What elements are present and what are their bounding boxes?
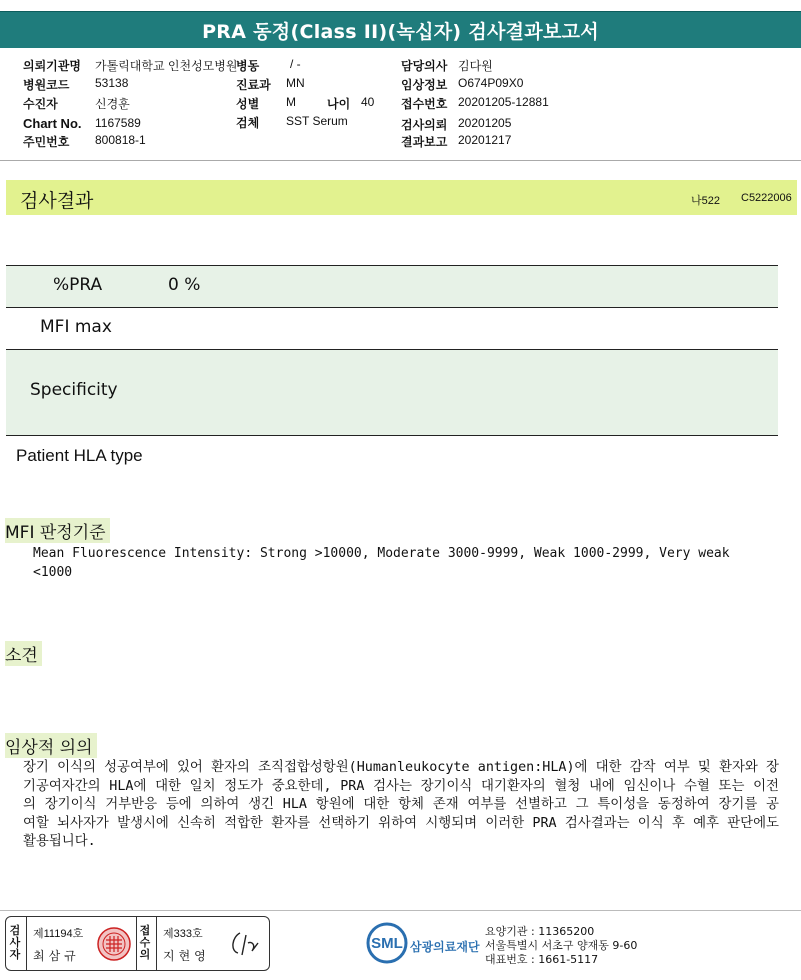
approver-label: 접수의	[139, 924, 151, 961]
hospital-value: 가톨릭대학교 인천성모병원	[95, 59, 238, 73]
report-date-value: 20201217	[458, 133, 512, 147]
header-divider	[0, 160, 801, 161]
footer-divider	[0, 910, 801, 911]
patient-label: 수진자	[23, 97, 58, 111]
chart-label: Chart No.	[23, 116, 82, 131]
ward-label: 병동	[236, 59, 260, 73]
clinical-significance-text: 장기 이식의 성공여부에 있어 환자의 조직접합성항원(Humanleukocyte antigen:HLA)에 대한 감작 여부 및 환자와 장기공여자간의 HLA에 대한 일치 정도가 중요한데, PRA 검사는 장기이식 대기환자의 혈청 내에 임신이나 수혈 또는 이전의 장기이식 거부반응 등에 의하여 생긴 HLA 항원에 대한 항체 존재 여부를 선별하고 그 특이성을 동정하여 장기를 공여할 뇌사자가 발생시에 신속히 적합한 환자를 선택하기 위하여 시행되며 이러한 PRA 검사결과는 이식 후 예후 판단에도 활용됩니다.	[23, 760, 779, 849]
pra-value: 0 %	[168, 275, 201, 295]
results-code-1: 나522	[691, 195, 720, 207]
request-value: 20201205	[458, 116, 512, 130]
report-date-label: 결과보고	[401, 135, 448, 149]
report-title-bar	[0, 11, 801, 48]
hospital-code-value: 53138	[95, 76, 129, 90]
org-name: 삼광의료재단	[410, 940, 480, 954]
org-code: 요양기관 : 11365200	[485, 925, 595, 938]
patient-hla-type-label: Patient HLA type	[16, 446, 143, 465]
specificity-label: Specificity	[30, 380, 118, 400]
patient-value: 신경훈	[95, 97, 130, 111]
org-address: 서울특별시 서초구 양재동 9-60	[485, 939, 638, 952]
clinical-info-label: 임상정보	[401, 78, 448, 92]
table-rule	[6, 435, 778, 436]
approver-license: 제333호	[163, 928, 203, 940]
sml-logo-text: SML	[371, 935, 403, 952]
results-code-2: C5222006	[741, 192, 792, 204]
mfi-criteria-line-1: Mean Fluorescence Intensity: Strong >10000, Moderate 3000-9999, Weak 1000-2999, Very weak	[33, 546, 730, 561]
report-title: PRA 동정(Class II)(녹십자) 검사결과보고서	[202, 20, 599, 43]
signature-divider	[156, 917, 157, 970]
tester-name: 최삼규	[33, 949, 80, 963]
doctor-value: 김다원	[458, 59, 493, 73]
doctor-label: 담당의사	[401, 59, 448, 73]
id-value: 800818-1	[95, 133, 146, 147]
table-rule	[6, 265, 778, 266]
chart-value: 1167589	[95, 116, 141, 130]
results-section-bar	[6, 180, 797, 215]
seal-stamp-icon	[96, 926, 132, 962]
dept-label: 진료과	[236, 78, 271, 92]
pra-row-band	[6, 265, 778, 307]
tester-label: 검사자	[9, 924, 21, 961]
signature-divider	[26, 917, 27, 970]
receipt-label: 접수번호	[401, 97, 448, 111]
mfi-criteria-line-2: <1000	[33, 565, 73, 580]
org-phone: 대표번호 : 1661-5117	[485, 953, 599, 966]
mfi-criteria-title: MFI 판정기준	[5, 518, 110, 543]
sml-logo-icon	[366, 922, 408, 964]
specificity-row-band	[6, 349, 778, 435]
pra-label: %PRA	[53, 275, 103, 295]
findings-title: 소견	[5, 641, 42, 666]
request-label: 검사의뢰	[401, 118, 448, 132]
results-title: 검사결과	[20, 190, 94, 212]
clinical-info-value: O674P09X0	[458, 76, 524, 90]
clinical-significance-title: 임상적 의의	[5, 733, 97, 758]
age-value: 40	[361, 95, 375, 109]
approver-name: 지현영	[163, 949, 210, 963]
table-rule	[6, 349, 778, 350]
hospital-label: 의뢰기관명	[23, 59, 81, 73]
ward-value: / -	[290, 57, 301, 71]
tester-license: 제11194호	[33, 928, 84, 940]
receipt-value: 20201205-12881	[458, 95, 549, 109]
age-label: 나이	[327, 97, 351, 111]
table-rule	[6, 307, 778, 308]
org-info	[485, 925, 637, 967]
signature-divider	[136, 917, 137, 970]
dept-value: MN	[286, 76, 305, 90]
sex-value: M	[286, 95, 296, 109]
specimen-label: 검체	[236, 116, 260, 130]
mfi-max-label: MFI max	[40, 317, 112, 337]
specimen-value: SST Serum	[286, 114, 348, 128]
signature-icon	[226, 929, 262, 959]
sex-label: 성별	[236, 97, 260, 111]
id-label: 주민번호	[23, 135, 70, 149]
signature-box	[5, 916, 270, 971]
hospital-code-label: 병원코드	[23, 78, 70, 92]
